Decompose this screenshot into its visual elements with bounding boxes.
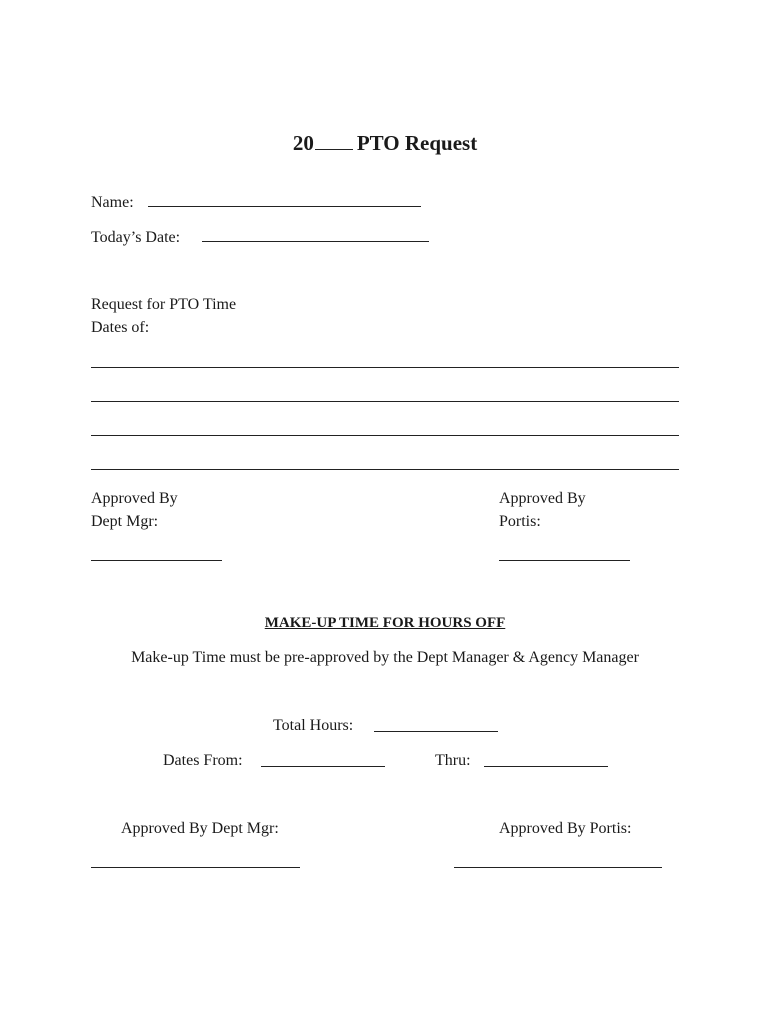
dates-line-2[interactable] <box>91 401 679 402</box>
makeup-portis-signature-line[interactable] <box>454 867 662 868</box>
portis-label: Portis: <box>499 513 541 530</box>
name-label: Name: <box>91 194 134 211</box>
makeup-dept-mgr-signature-line[interactable] <box>91 867 300 868</box>
dates-of-label: Dates of: <box>91 319 150 336</box>
thru-field[interactable] <box>484 766 608 767</box>
dates-line-4[interactable] <box>91 469 679 470</box>
total-hours-label: Total Hours: <box>273 717 354 734</box>
name-field[interactable] <box>148 206 421 207</box>
request-heading: Request for PTO Time <box>91 296 237 313</box>
todays-date-label: Today’s Date: <box>91 229 181 246</box>
approved-by-label-left: Approved By <box>91 490 178 507</box>
thru-label: Thru: <box>435 752 471 769</box>
approved-by-portis-label: Approved By Portis: <box>499 820 632 837</box>
dept-mgr-signature-line[interactable] <box>91 560 222 561</box>
portis-signature-line[interactable] <box>499 560 630 561</box>
todays-date-field[interactable] <box>202 241 429 242</box>
dates-line-3[interactable] <box>91 435 679 436</box>
approved-by-label-right: Approved By <box>499 490 586 507</box>
total-hours-field[interactable] <box>374 731 498 732</box>
page-title <box>0 130 770 156</box>
dates-line-1[interactable] <box>91 367 679 368</box>
year-blank[interactable] <box>315 149 353 150</box>
title-text: PTO Request <box>356 131 478 155</box>
approved-by-dept-mgr-label: Approved By Dept Mgr: <box>121 820 279 837</box>
dept-mgr-label: Dept Mgr: <box>91 513 159 530</box>
dates-from-label: Dates From: <box>163 752 243 769</box>
makeup-heading: MAKE-UP TIME FOR HOURS OFF <box>264 615 506 631</box>
makeup-note: Make-up Time must be pre-approved by the Dept Manager & Agency Manager <box>131 649 639 666</box>
dates-from-field[interactable] <box>261 766 385 767</box>
year-prefix: 20 <box>292 131 314 155</box>
